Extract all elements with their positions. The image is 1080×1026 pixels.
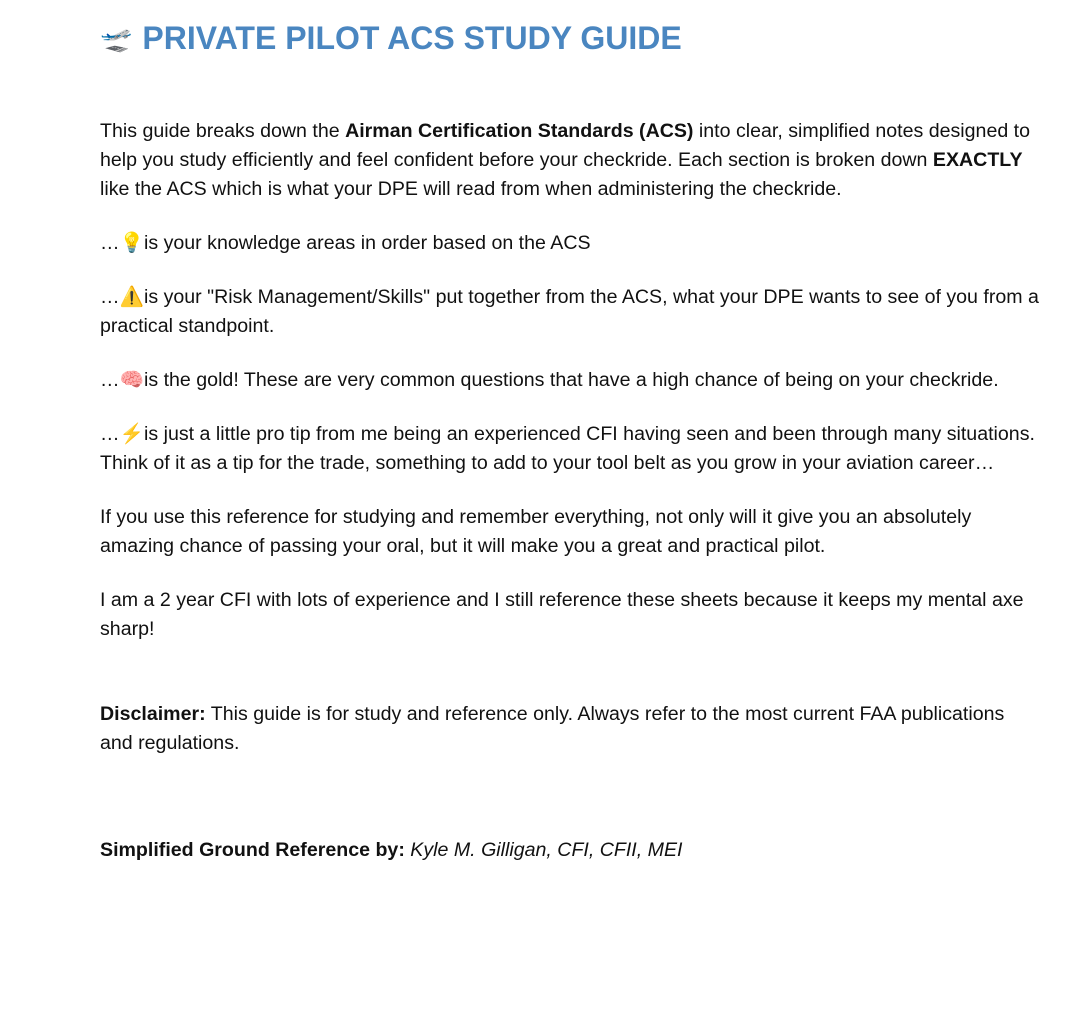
legend-text: is just a little pro tip from me being an experienced CFI having seen and been through many situations. Think of it as a tip for the trade, something to add to your tool belt as you grow in your aviation career… [100,423,1035,474]
lightning-icon: ⚡ [119,423,144,445]
ellipsis: … [100,423,120,445]
intro-bold-acs: Airman Certification Standards (ACS) [345,120,694,142]
author-name: Kyle M. Gilligan, CFI, CFII, MEI [410,839,683,861]
ellipsis: … [100,286,120,308]
warning-icon: ⚠️ [119,286,144,308]
cfi-paragraph: I am a 2 year CFI with lots of experience and I still reference these sheets because it keeps my mental axe sharp! [100,589,1024,640]
legend-tip [100,420,1040,478]
legend-knowledge [100,229,1040,258]
intro-bold-exactly: EXACTLY [932,149,1023,171]
legend-text: is your knowledge areas in order based on the ACS [144,232,591,254]
legend-risk [100,283,1040,341]
page-title [100,20,682,57]
intro-paragraph [100,117,1040,204]
legend-gold [100,366,1040,395]
intro-text-1: This guide breaks down the [100,120,346,142]
byline [100,836,1040,865]
intro-text-3: like the ACS which is what your DPE will read from when administering the checkride. [100,178,842,200]
disclaimer-label: Disclaimer: [100,703,206,725]
usage-paragraph: If you use this reference for studying and remember everything, not only will it give you an absolutely amazing chance of passing your oral, but it will make you a great and practical pilot. [100,506,972,557]
disclaimer-text: This guide is for study and reference only. Always refer to the most current FAA publications and regulations. [100,703,1005,754]
airplane-departure-icon: 🛫 [100,23,133,53]
ellipsis: … [100,232,120,254]
intro-text-2: into clear, simplified notes designed to help you study efficiently and feel confident before your checkride. Each section is broken down [100,120,1031,171]
disclaimer [100,700,1040,758]
byline-label: Simplified Ground Reference by: [100,839,405,861]
brain-icon: 🧠 [119,369,144,391]
ellipsis: … [100,369,120,391]
document-body [100,117,1040,890]
lightbulb-icon: 💡 [119,232,144,254]
legend-text: is the gold! These are very common questions that have a high chance of being on your checkride. [144,369,999,391]
title-text: PRIVATE PILOT ACS STUDY GUIDE [142,20,682,56]
legend-text: is your "Risk Management/Skills" put together from the ACS, what your DPE wants to see of you from a practical standpoint. [100,286,1039,337]
